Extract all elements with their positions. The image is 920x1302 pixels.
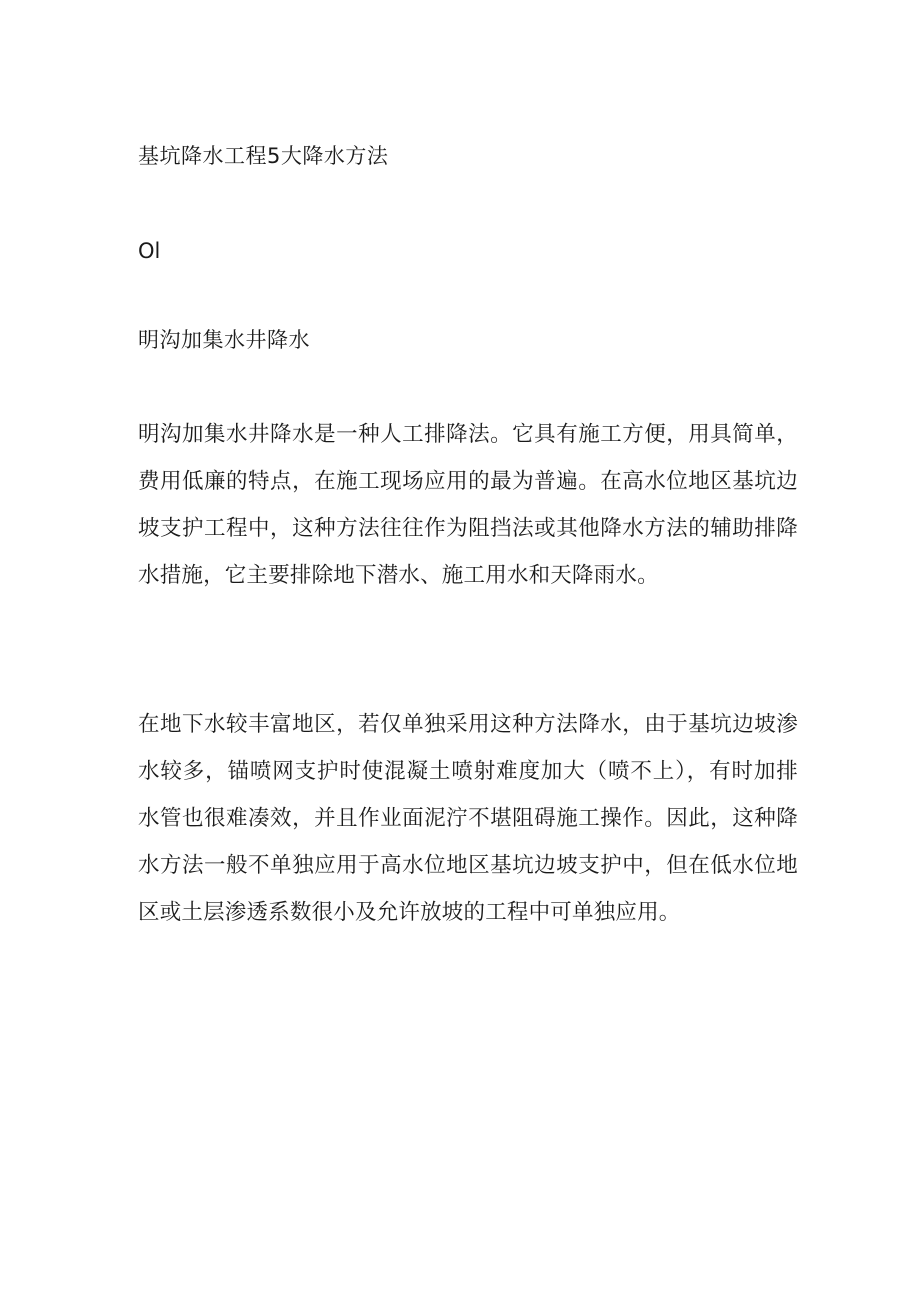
paragraph-1: 明沟加集水井降水是一种人工排降法。它具有施工方便，用具简单，费用低廉的特点，在施工现场应用的最为普遍。在高水位地区基坑边坡支护工程中，这种方法往往作为阻挡法或其他降水方法的辅助排降水措施，它主要排除地下潜水、施工用水和天降雨水。 [138,422,798,588]
document-title: 基坑降水工程5大降水方法 [138,144,389,168]
section-number: Ol [138,239,161,263]
section-heading: 明沟加集水井降水 [138,328,310,352]
paragraph-2: 在地下水较丰富地区，若仅单独采用这种方法降水，由于基坑边坡渗水较多，锚喷网支护时使混凝土喷射难度加大（喷不上），有时加排水管也很难凑效，并且作业面泥泞不堪阻碍施工操作。因此，这种降水方法一般不单独应用于高水位地区基坑边坡支护中，但在低水位地区或土层渗透系数很小及允许放坡的工程中可单独应用。 [138,712,798,925]
